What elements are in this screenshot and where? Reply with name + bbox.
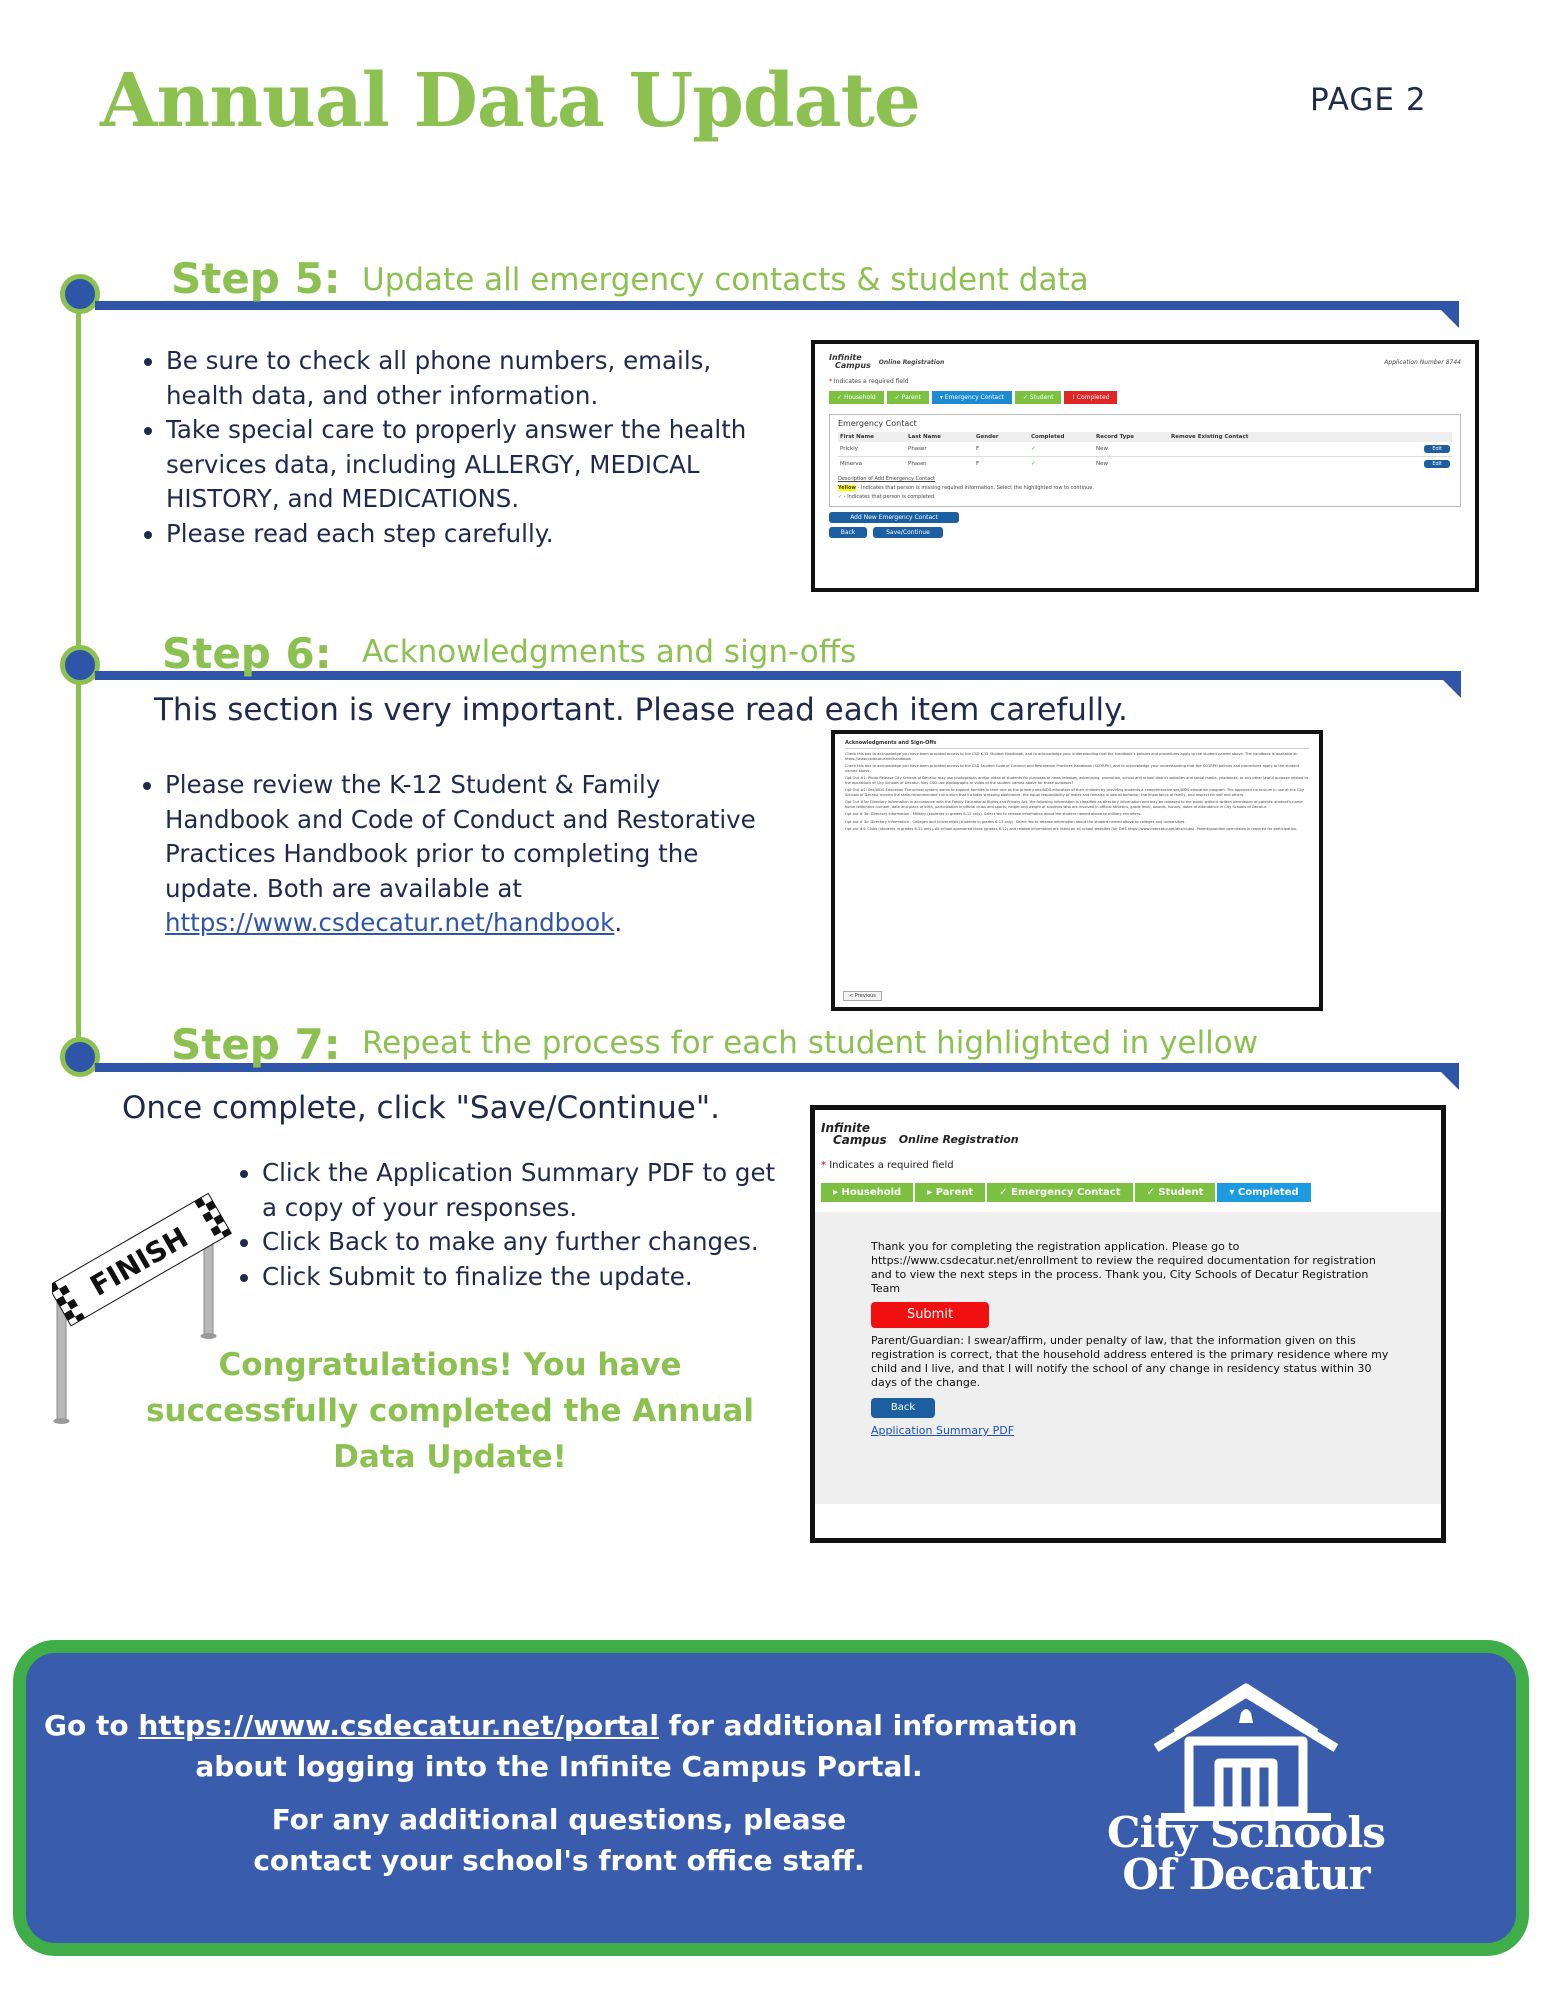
tab-emergency-contact[interactable]: ✓ Emergency Contact bbox=[987, 1183, 1132, 1202]
logo-text-line1: City Schools bbox=[1107, 1808, 1385, 1857]
tab-parent[interactable]: ▸ Parent bbox=[915, 1183, 985, 1202]
ack-paragraph: Opt Out #1: Photo Release City Schools of Decatur may use photographs and/or video of students for purposes of news releases, advertising, promotion, school and school district websites and social media, yearbooks, or any other lawful purpose related to the operations of City Schools of Decatur. May CSD use photographs or video of the student named above for these purposes? bbox=[845, 776, 1309, 785]
list-item: • Click Submit to finalize the update. bbox=[262, 1260, 796, 1295]
tab-household[interactable]: ▸ Household bbox=[821, 1183, 913, 1202]
step5-bar-end bbox=[1437, 306, 1459, 328]
tab-emergency-contact[interactable]: ▾ Emergency Contact bbox=[932, 391, 1012, 404]
page-title: Annual Data Update bbox=[100, 58, 920, 144]
add-contact-button[interactable]: Add New Emergency Contact bbox=[829, 512, 959, 523]
table-row[interactable]: Prickly Phaser F ✓ New Edit bbox=[838, 442, 1452, 457]
required-note: Indicates a required field bbox=[829, 1160, 954, 1171]
section-title: Emergency Contact bbox=[838, 419, 917, 428]
required-note: Indicates a required field bbox=[833, 378, 909, 385]
page-number: PAGE 2 bbox=[1310, 82, 1427, 118]
step6-number: Step 6: bbox=[162, 629, 332, 678]
ack-paragraph: Opt out # 3b: Directory Information - Military (students in grades 6-12 only). Select Yes to release information about the student named above to military recruiters. bbox=[845, 812, 1142, 816]
ack-paragraph: Opt out #4: Clubs (students in grades 6-12 only). All school-sponsored clubs (grades 6-12) and related information are listed on all school websites (for DHS https://www.csdecatur.net/dhs/clubs). Parent/guardian permission is required for participation. bbox=[845, 827, 1298, 831]
edit-button[interactable]: Edit bbox=[1424, 460, 1450, 468]
tab-household[interactable]: ✓ Household bbox=[829, 391, 884, 404]
tab-completed[interactable]: ! Completed bbox=[1064, 391, 1117, 404]
ack-paragraph: Opt Out #2: Sex/AIDS Education The school system wants to support families in their role as the primary sex/AIDS educators of their children by providing students a comprehensive sex/AIDS education program. The approved curriculum in use at the City Schools of Decatur mirrors the state-recommended curriculum that includes stressing abstinence, the equal responsibility of males and females in sexual behavior, the importance of family, and respect for self and others. bbox=[845, 788, 1304, 797]
step5-number: Step 5: bbox=[171, 254, 341, 303]
portal-link[interactable]: https://www.csdecatur.net/portal bbox=[138, 1709, 659, 1742]
step7-bar-end bbox=[1437, 1068, 1459, 1090]
congratulations-message: Congratulations! You have successfully completed the Annual Data Update! bbox=[145, 1347, 755, 1475]
app-title: Online Registration bbox=[898, 1132, 1019, 1146]
step6-bar-end bbox=[1439, 676, 1461, 698]
list-item: • Take special care to properly answer the health services data, including ALLERGY, MEDICAL HISTORY, and MEDICATIONS. bbox=[166, 413, 780, 517]
list-item: • Please review the K-12 Student & Family Handbook and Code of Conduct and Restorative Practices Handbook prior to completing the update. Both are available at https://www.csdecatur.net/handbook. bbox=[165, 768, 779, 941]
list-item: • Click Back to make any further changes. bbox=[262, 1225, 796, 1260]
affirmation-text: Parent/Guardian: I swear/affirm, under penalty of law, that the information given on this registration is correct, that the household address entered is the primary residence where my child and I live, and that I will notify the school of any change in residency status within 30 days of the change. bbox=[871, 1334, 1389, 1389]
schoolhouse-icon bbox=[1101, 1673, 1391, 1823]
logo-text-line2: Of Decatur bbox=[1122, 1850, 1370, 1899]
handbook-link[interactable]: https://www.csdecatur.net/handbook bbox=[165, 908, 615, 937]
step6-bullets bbox=[139, 768, 779, 941]
list-item: • Please read each step carefully. bbox=[166, 517, 780, 552]
tab-parent[interactable]: ✓ Parent bbox=[887, 391, 929, 404]
back-button[interactable]: Back bbox=[829, 527, 867, 538]
completed-screenshot: Infinite Campus Online Registration * Indicates a required field ▸ Household ▸ Parent ✓ Emergency Contact ✓ Student ▾ Completed Thank you for completing the registration application. Please go to https://www.csdecatur.net/enrollment to review the required documentation for registration and to view the next steps in the process. Thank you, City Schools of Decatur Registration Team Submit Parent/Guardian: I swear/affirm, under penalty of law, that the information given on this registration is correct, that the household address entered is the primary residence where my child and I live, and that I will notify the school of any change in residency status within 30 days of the change. Back Application Summary PDF bbox=[810, 1105, 1446, 1543]
infinite-campus-logo: Infinite bbox=[829, 353, 862, 362]
step5-marker bbox=[60, 274, 100, 314]
tab-student[interactable]: ✓ Student bbox=[1015, 391, 1062, 404]
acknowledgments-screenshot bbox=[831, 730, 1323, 1011]
step7-intro: Once complete, click "Save/Continue". bbox=[122, 1090, 720, 1126]
step7-bullets bbox=[236, 1156, 796, 1294]
back-button[interactable]: Back bbox=[871, 1398, 935, 1418]
footer-panel: Go to https://www.csdecatur.net/portal for additional information about logging into the Infinite Campus Portal. For any additional questions, please contact your school's front office staff. City Schools Of Decatur bbox=[13, 1640, 1529, 1956]
list-item: • Click the Application Summary PDF to get a copy of your responses. bbox=[262, 1156, 796, 1225]
save-continue-button[interactable]: Save/Continue bbox=[873, 527, 943, 538]
step7-title: Repeat the process for each student highlighted in yellow bbox=[362, 1025, 1259, 1061]
emergency-contact-screenshot: Infinite Campus Online Registration Application Number 8744 * Indicates a required field ✓ Household ✓ Parent ▾ Emergency Contact ✓ Student ! Completed Emergency Contact First Name Last Name Gender Completed Record Type Remove Existing Contact Prickly Phaser F ✓ New Edit Minerva Phaser F ✓ New Edit Description of Add Emergency Contact Yellow - Indicates that person is missing required information. Select the highlighted row to continue. ✓ - Indicates that person is completed. Add New Emergency Contact Back Save/Continue bbox=[811, 340, 1479, 592]
table-row[interactable]: Minerva Phaser F ✓ New Edit bbox=[838, 457, 1452, 471]
ack-paragraph: Opt Out #3a: Directory Information In accordance with the Family Educational Rights and Privacy Act, the following information is classified as directory information and may be released to the public without written permission of parents: student's name, home telephone number, date and place of birth, participation in official clubs and sports, height and weight of students who are involved in official athletics, grade level, awards, honors, dates of attendance in City Schools of Decatur. bbox=[845, 800, 1304, 809]
ack-paragraph: Opt out # 3c: Directory Information - Colleges and Universities (students in grades 6-12 only). Select Yes to release information about the student named above to colleges and universities. bbox=[845, 819, 1186, 824]
step6-title: Acknowledgments and sign-offs bbox=[362, 634, 857, 670]
important-note: This section is very important. Please read each item carefully. bbox=[154, 692, 1128, 728]
step7-marker bbox=[60, 1037, 100, 1077]
infinite-campus-logo: Infinite bbox=[821, 1121, 870, 1135]
tab-student[interactable]: ✓ Student bbox=[1135, 1183, 1216, 1202]
thank-you-message: Thank you for completing the registration application. Please go to https://www.csdecatur.net/enrollment to review the required documentation for registration and to view the next steps in the process. Thank you, City Schools of Decatur Registration Team bbox=[871, 1240, 1376, 1295]
submit-button[interactable]: Submit bbox=[871, 1302, 989, 1328]
step5-title: Update all emergency contacts & student data bbox=[362, 262, 1089, 298]
tab-completed[interactable]: ▾ Completed bbox=[1217, 1183, 1310, 1202]
finish-sign-text: FINISH bbox=[84, 1220, 194, 1303]
step6-marker bbox=[60, 645, 100, 685]
city-schools-of-decatur-logo bbox=[1101, 1673, 1391, 1903]
step7-number: Step 7: bbox=[171, 1020, 341, 1069]
previous-button[interactable]: < Previous bbox=[843, 991, 882, 1001]
ack-paragraph: Check this box to acknowledge you have been provided access to the CSD K-12 Student Handbook, and to acknowledge your understanding that the handbook's policies and procedures apply to the student named above. The handbook is available at: https://www.csdecatur.net/handbook bbox=[845, 752, 1299, 761]
edit-button[interactable]: Edit bbox=[1424, 445, 1450, 453]
application-number: Application Number 8744 bbox=[1384, 358, 1461, 366]
ack-paragraph: Check this box to acknowledge you have been provided access to the CSD Student Code of Conduct and Restorative Practices Handbook (SCORPH), and to acknowledge your understanding that the SCORPH policies and procedures apply to the student named above. bbox=[845, 764, 1300, 773]
app-title: Online Registration bbox=[878, 358, 945, 366]
list-item: • Be sure to check all phone numbers, emails, health data, and other information. bbox=[166, 344, 780, 413]
ack-header: Acknowledgments and Sign-Offs bbox=[845, 740, 1309, 749]
application-summary-pdf-link[interactable]: Application Summary PDF bbox=[871, 1424, 1015, 1437]
step5-bullets bbox=[140, 344, 780, 551]
